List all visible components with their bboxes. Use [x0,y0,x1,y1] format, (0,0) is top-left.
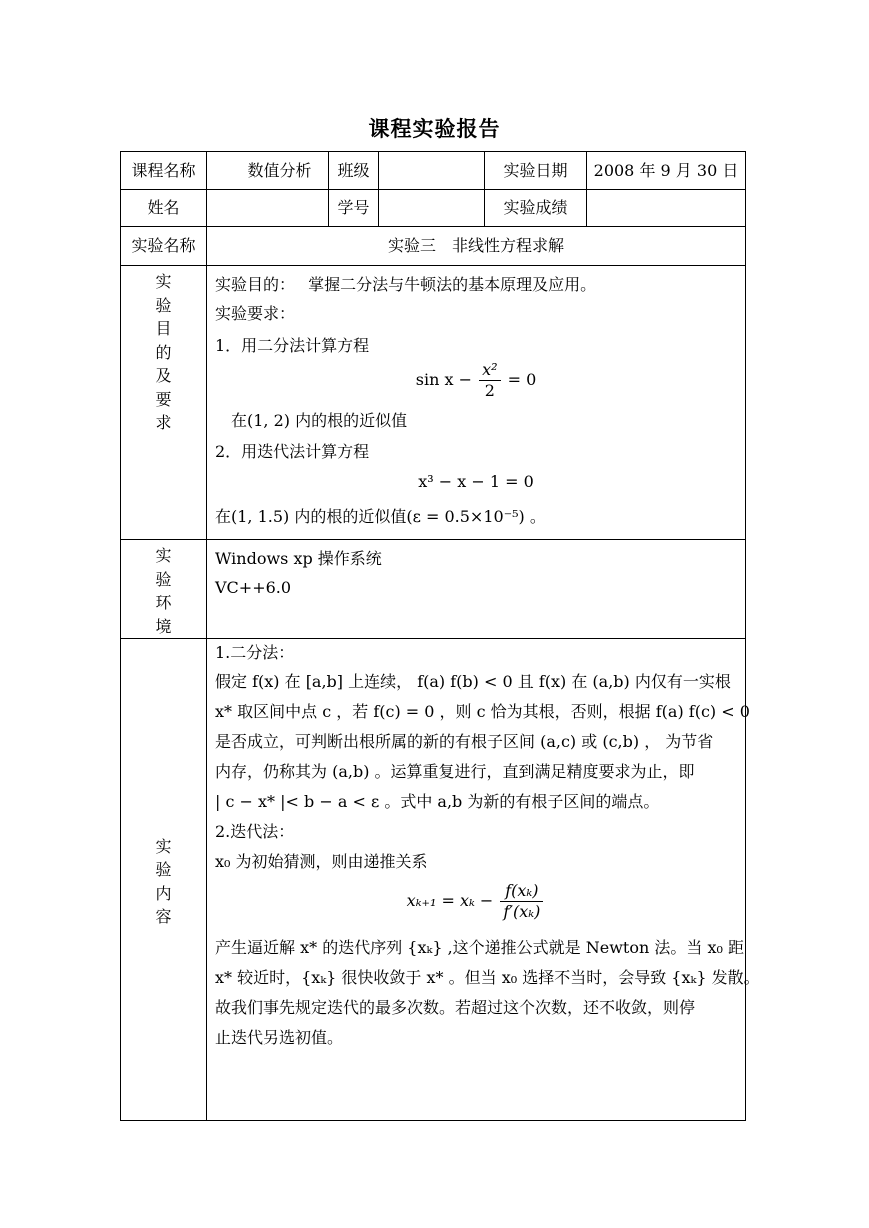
content-label-cell [121,639,207,1121]
eq1-denominator: 2 [484,381,495,400]
eq1-fraction [479,360,500,401]
id-value [379,190,485,227]
date-value: 2008 年 9 月 30 日 [587,152,746,190]
eq1-right: = 0 [507,370,537,389]
bisection-paragraph-line5: | c − x* |< b − a < ε 。式中 a,b 为新的有根子区间的端点。 [215,792,660,811]
bisection-paragraph-line3: 是否成立，可判断出根所属的新的有根子区间 (a,c) 或 (c,b) ， 为节省 [215,732,714,751]
environment-os: Windows xp 操作系统 [215,549,382,568]
purpose-item1: 1．用二分法计算方程 [215,336,370,355]
purpose-item2: 2．用迭代法计算方程 [215,442,370,461]
course-label: 课程名称 [121,152,207,190]
bisection-paragraph-line4: 内存，仍称其为 (a,b) 。运算重复进行，直到满足精度要求为止，即 [215,762,695,781]
purpose-item1-range: 在(1, 2) 内的根的近似值 [231,411,408,430]
content-label: 实验内容 [155,836,172,926]
name-label: 姓名 [121,190,207,227]
environment-cell [207,540,746,639]
bisection-title: 1.二分法： [215,643,295,662]
purpose-goal-text: 掌握二分法与牛顿法的基本原理及应用。 [308,275,597,294]
environment-label: 实验环境 [155,546,172,636]
course-value: 数值分析 [207,152,329,190]
class-label: 班级 [329,152,379,190]
purpose-item2-range: 在(1, 1.5) 内的根的近似值(ε = 0.5×10⁻⁵) 。 [215,507,546,526]
purpose-cell [207,266,746,540]
environment-label-cell [121,540,207,639]
eq3-denominator: f′(xₖ) [503,902,541,921]
iteration-title: 2.迭代法： [215,822,295,841]
name-value [207,190,329,227]
class-value [379,152,485,190]
iteration-paragraph-line1: x₀ 为初始猜测，则由递推关系 [215,852,428,871]
eq3-fraction [500,881,543,922]
grade-label: 实验成绩 [485,190,587,227]
purpose-label-cell [121,266,207,540]
equation-newton [215,877,737,933]
purpose-goal-prefix: 实验目的： [215,275,296,294]
equation-iteration: x³ − x − 1 = 0 [418,472,534,491]
report-table [120,151,760,1121]
equation-bisection [215,360,737,406]
iteration-paragraph-line5: 止迭代另选初值。 [215,1028,344,1047]
grade-value [587,190,746,227]
eq1-numerator: x² [479,360,500,381]
date-label: 实验日期 [485,152,587,190]
purpose-goal-line [215,270,737,299]
purpose-requirements-title: 实验要求： [215,304,296,323]
iteration-paragraph-line3: x* 较近时，{xₖ} 很快收敛于 x* 。但当 x₀ 选择不当时，会导致 {xₖ} 发散。 [215,968,760,987]
eq1-left: sin x − [415,370,472,389]
bisection-paragraph-line2: x* 取区间中点 c ，若 f(c) = 0 ，则 c 恰为其根，否则，根据 f(a) f(c) < 0 [215,702,750,721]
environment-compiler: VC++6.0 [215,578,292,597]
report-title: 课程实验报告 [368,116,501,141]
experiment-name-label: 实验名称 [121,227,207,266]
experiment-name-value: 实验三 非线性方程求解 [207,227,746,266]
iteration-paragraph-line2: 产生逼近解 x* 的迭代序列 {xₖ} ,这个递推公式就是 Newton 法。当 x₀ 距 [215,938,744,957]
iteration-paragraph-line4: 故我们事先规定迭代的最多次数。若超过这个次数，还不收敛，则停 [215,998,696,1017]
content-cell [207,639,760,1121]
bisection-paragraph-line1: 假定 f(x) 在 [a,b] 上连续， f(a) f(b) < 0 且 f(x) 在 (a,b) 内仅有一实根 [215,672,731,691]
eq3-numerator: f(xₖ) [500,881,543,902]
id-label: 学号 [329,190,379,227]
purpose-label: 实验目的及要求 [155,272,172,432]
eq3-left: xₖ₊₁ = xₖ − [406,891,494,910]
